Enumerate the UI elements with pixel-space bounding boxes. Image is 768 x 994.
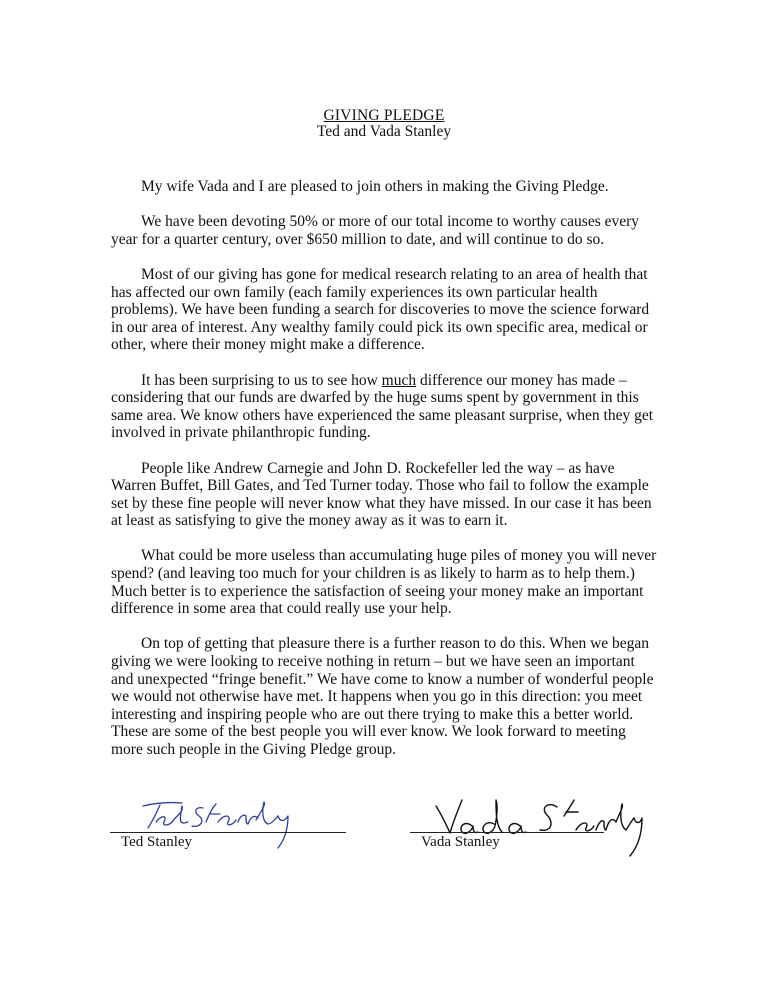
paragraph-7: On top of getting that pleasure there is a further reason to do this. When we began giving we were looking to receive nothing in return – but we have seen an important and unexpected “fringe benefit.” We have come to know a number of wonderful people we would not otherwise have met. It happens when you go in this direction: you meet interesting and inspiring people who are out there trying to make this a better world. These are some of the best people you will ever know. We look forward to meeting more such people in the Giving Pledge group. <box>111 635 654 758</box>
paragraph-3: Most of our giving has gone for medical research relating to an area of health that has affected our own family (each family experiences its own particular health problems). We have been funding a search for discoveries to move the science forward in our area of interest. Any wealthy family could pick its own specific area, medical or other, where their money might make a difference. <box>111 265 650 354</box>
emphasized-word: much <box>381 371 417 389</box>
paragraph-4-end: difference our money has made – considering that our funds are dwarfed by the huge sums spent by government in this same area. We know others have experienced the same pleasant surprise, when they get involved in private philanthropic funding. <box>111 371 654 442</box>
signer-name-ted: Ted Stanley <box>121 834 193 850</box>
paragraph-5: People like Andrew Carnegie and John D. Rockefeller led the way – as have Warren Buffet, Bill Gates, and Ted Turner today. Those who fail to follow the example set by these fine people will never know what they have missed. In our case it has been at least as satisfying to give the money away as it was to earn it. <box>111 459 652 530</box>
paragraph-1: My wife Vada and I are pleased to join others in making the Giving Pledge. <box>141 178 609 195</box>
signature-line-vada <box>410 832 604 833</box>
paragraph-2: We have been devoting 50% or more of our total income to worthy causes every year for a quarter century, over $650 million to date, and will continue to do so. <box>111 213 640 248</box>
signer-name-vada: Vada Stanley <box>421 834 500 850</box>
paragraph-6: What could be more useless than accumulating huge piles of money you will never spend? (and leaving too much for your children is as likely to harm as to help them.) Much better is to experience the satisfaction of seeing your money make an important difference in some area that could really use your help. <box>111 547 657 618</box>
document-title: GIVING PLEDGE <box>323 107 445 124</box>
paragraph-4-start: It has been surprising to us to see how <box>141 371 382 389</box>
document-subtitle: Ted and Vada Stanley <box>316 123 452 140</box>
